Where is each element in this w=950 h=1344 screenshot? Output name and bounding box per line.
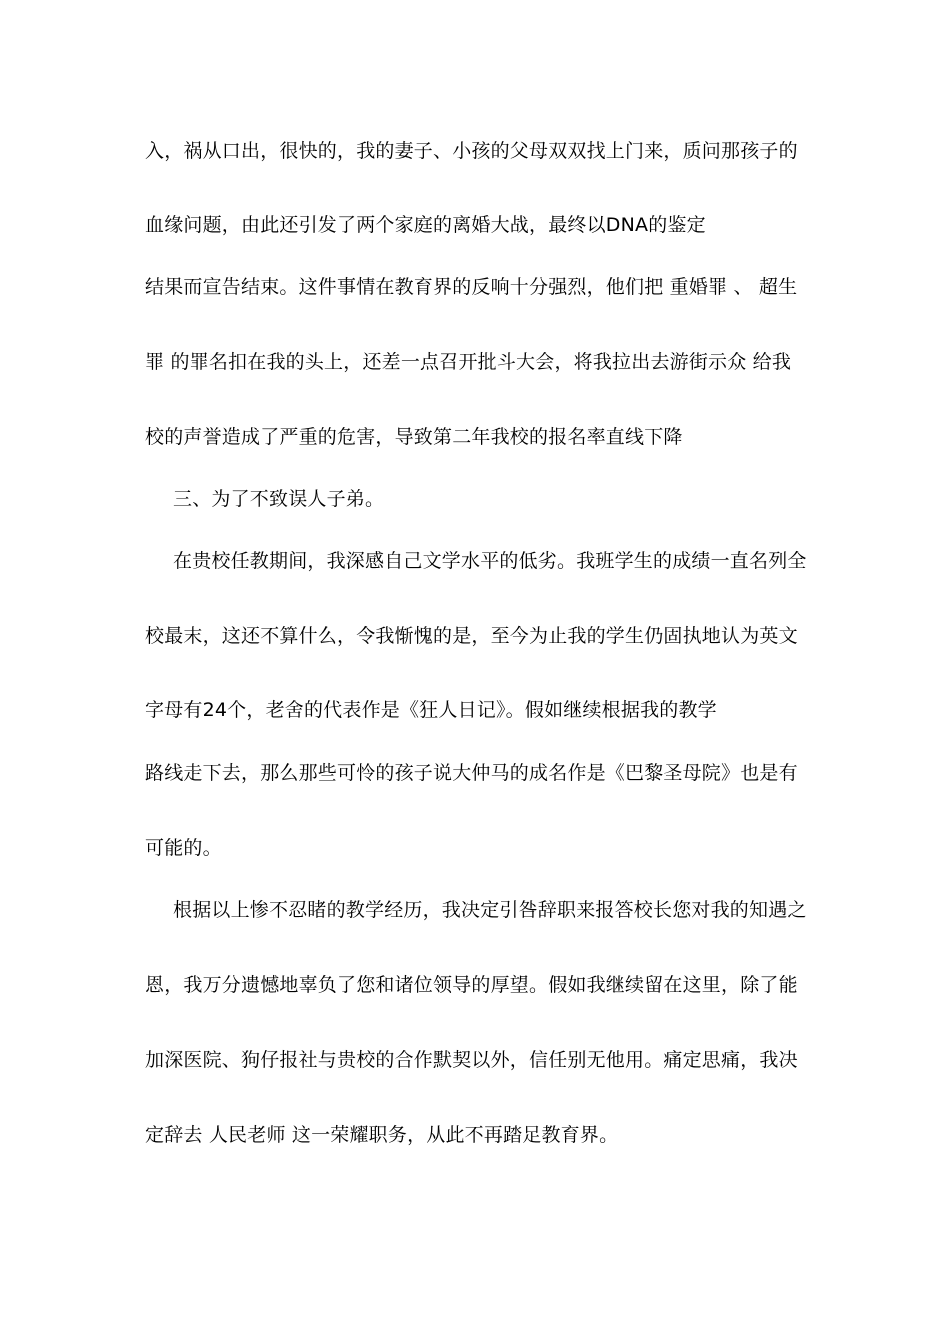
paragraph-line: 校最末，这还不算什么，令我惭愧的是，至今为止我的学生仍固执地认为英文	[145, 625, 798, 647]
paragraph-line: 恩，我万分遗憾地辜负了您和诸位领导的厚望。假如我继续留在这里，除了能	[145, 974, 798, 996]
paragraph-line: 校的声誉造成了严重的危害，导致第二年我校的报名率直线下降	[145, 426, 683, 448]
paragraph-line: 血缘问题，由此还引发了两个家庭的离婚大战，最终以DNA的鉴定	[145, 214, 706, 236]
paragraph-line: 路线走下去，那么那些可怜的孩子说大仲马的成名作是《巴黎圣母院》也是有	[145, 762, 798, 784]
paragraph-line: 结果而宣告结束。这件事情在教育界的反响十分强烈，他们把 重婚罪 、 超生	[145, 276, 798, 298]
paragraph-line: 可能的。	[145, 837, 222, 859]
paragraph-line: 罪 的罪名扣在我的头上，还差一点召开批斗大会，将我拉出去游街示众 给我	[145, 351, 792, 373]
paragraph-line: 定辞去 人民老师 这一荣耀职务，从此不再踏足教育界。	[145, 1124, 619, 1146]
paragraph-line: 在贵校任教期间，我深感自己文学水平的低劣。我班学生的成绩一直名列全	[173, 550, 807, 572]
section-heading: 三、为了不致误人子弟。	[173, 488, 385, 510]
paragraph-line: 根据以上惨不忍睹的教学经历，我决定引咎辞职来报答校长您对我的知遇之	[173, 899, 807, 921]
paragraph-line: 入，祸从口出，很快的，我的妻子、小孩的父母双双找上门来，质问那孩子的	[145, 140, 798, 162]
paragraph-line: 加深医院、狗仔报社与贵校的合作默契以外，信任别无他用。痛定思痛，我决	[145, 1049, 798, 1071]
paragraph-line: 字母有24个，老舍的代表作是《狂人日记》。假如继续根据我的教学	[145, 699, 717, 721]
